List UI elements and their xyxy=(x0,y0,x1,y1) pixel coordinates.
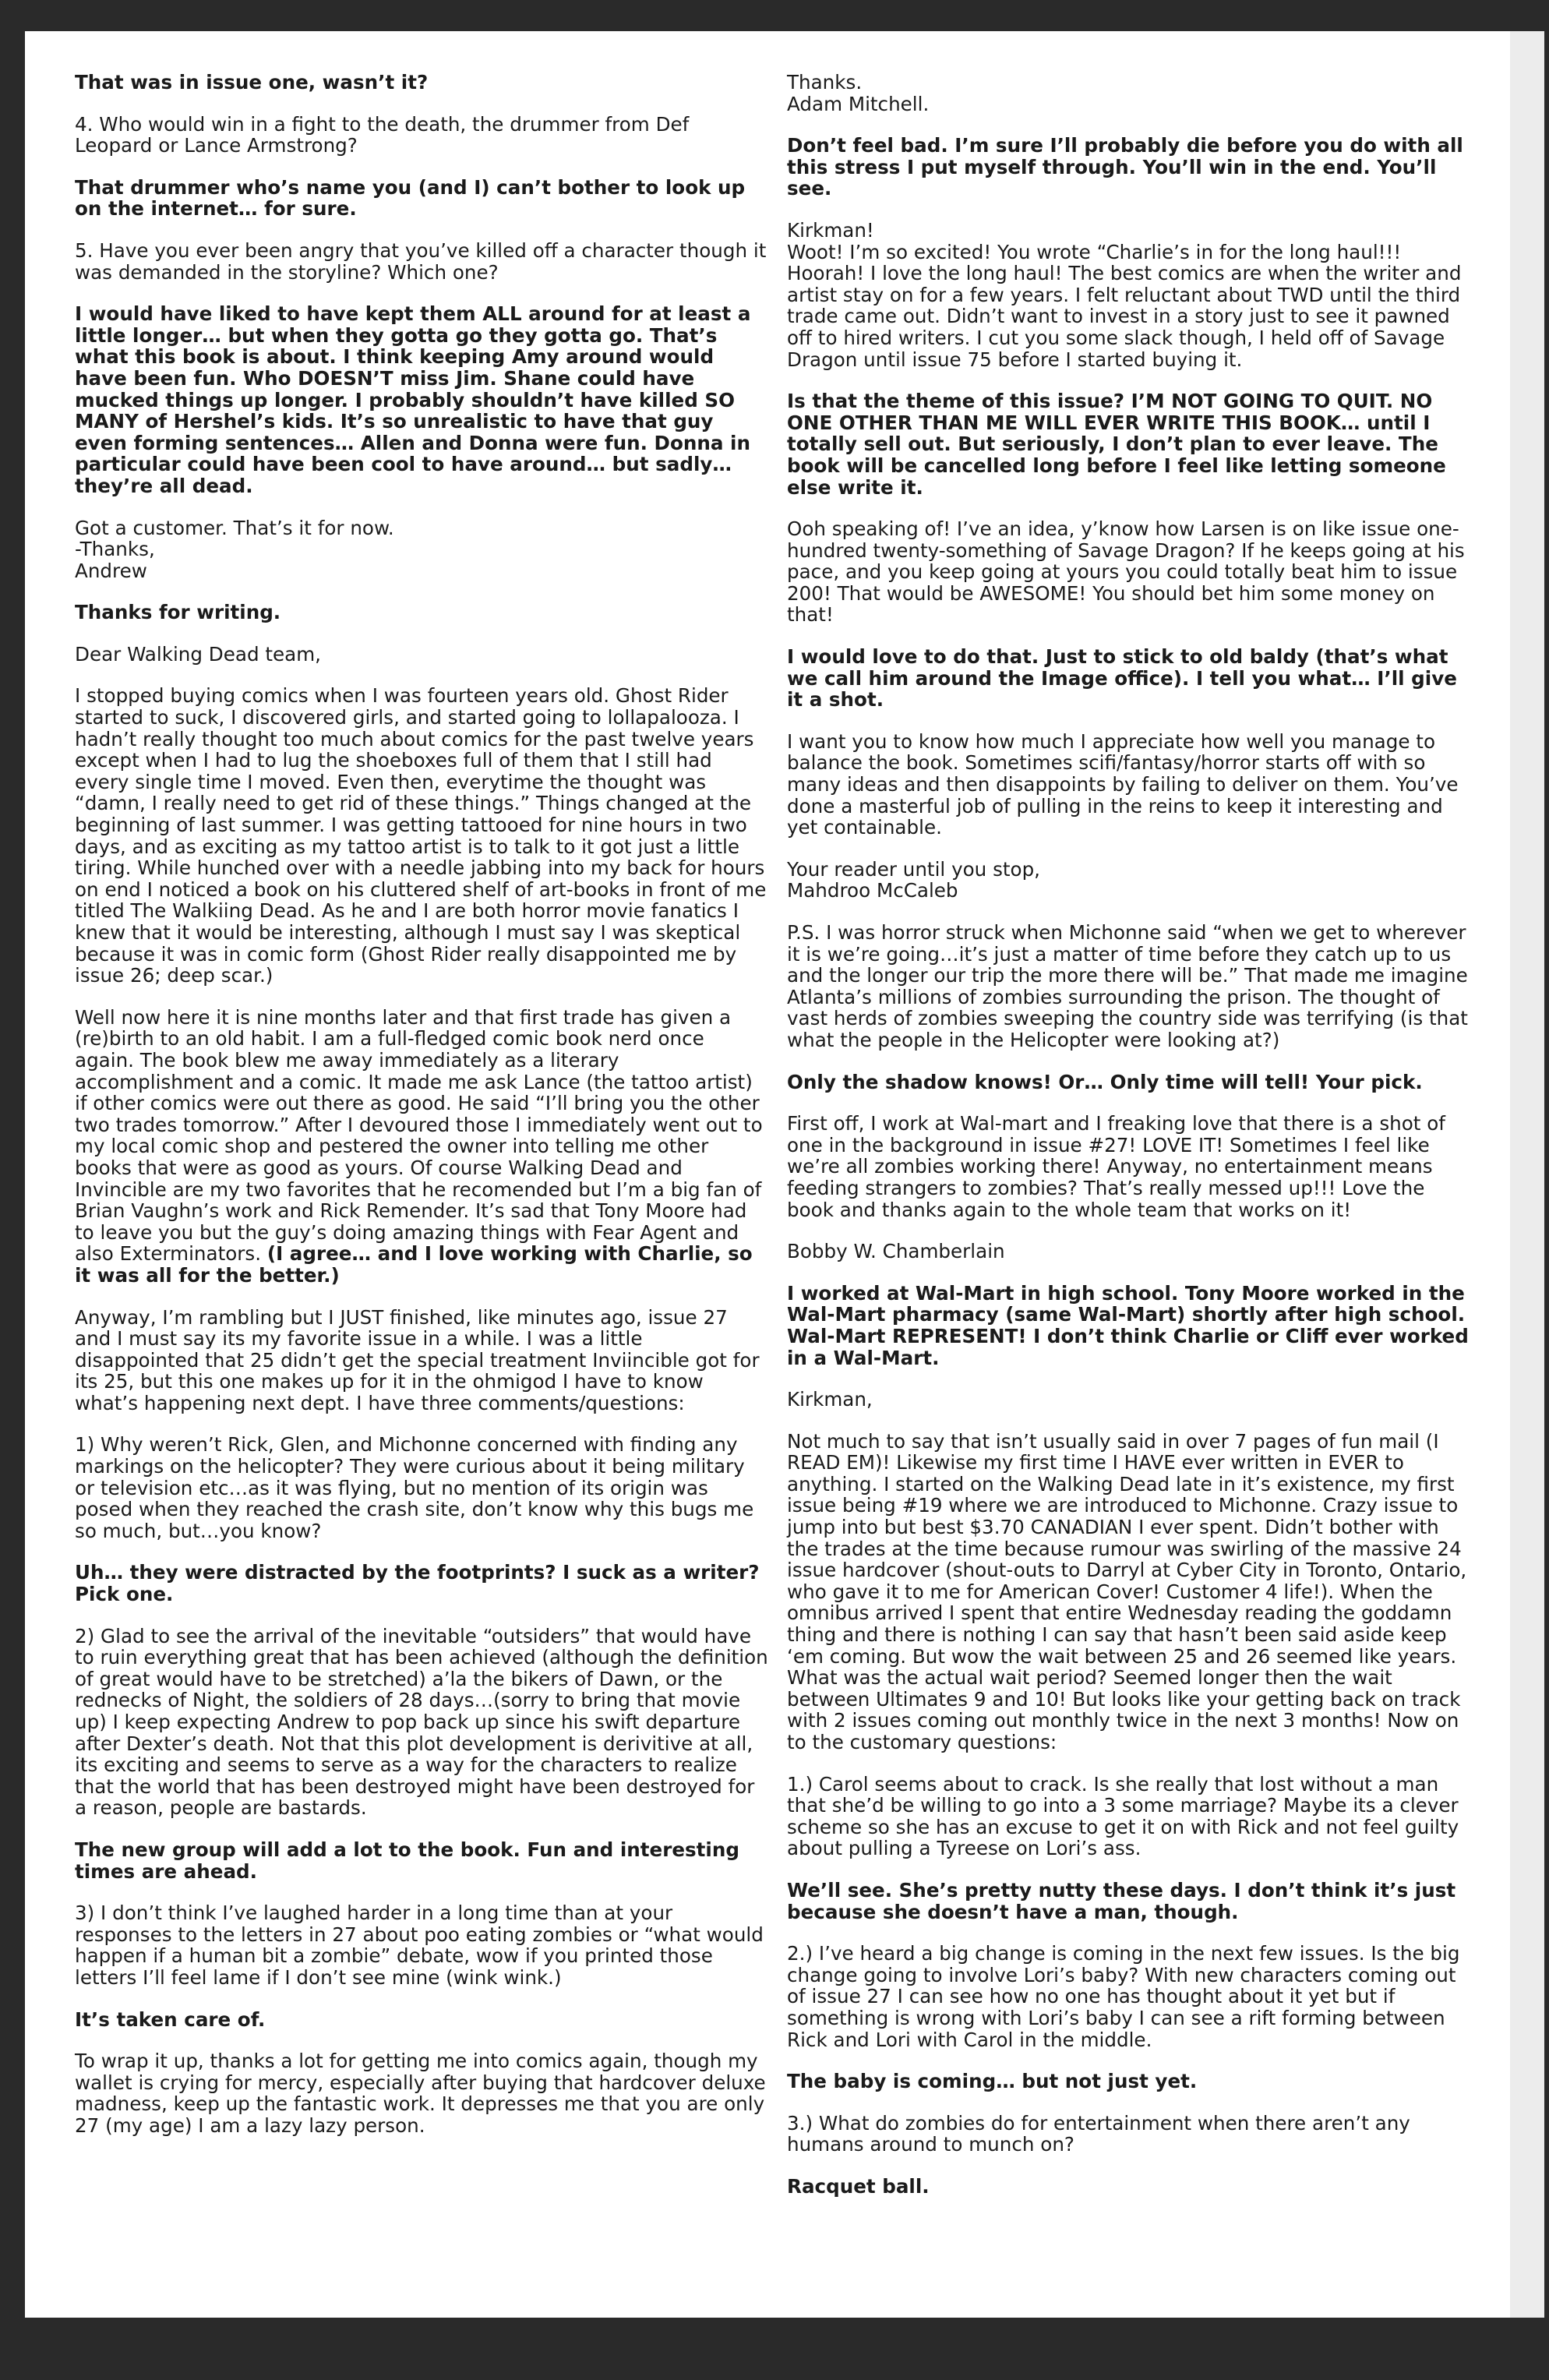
letter-signoff: Got a customer. That’s it for now. -Thanks, Andrew xyxy=(75,516,394,582)
letter-paragraph: 1) Why weren’t Rick, Glen, and Michonne concerned with finding any markings on the helicopter? They were curious about it being military or television etc…as it was flying, but no mention of its origin was posed when they reached the crash site, don’t know why this bugs me so much, but…you know? xyxy=(75,1433,754,1542)
letter-signoff: Bobby W. Chamberlain xyxy=(787,1240,1005,1263)
right-column xyxy=(787,72,1470,2218)
reply-paragraph: Don’t feel bad. I’m sure I’ll probably die before you do with all this stress I put myself through. You’ll win in the end. You’ll see. xyxy=(787,134,1463,200)
letter-paragraph: 3.) What do zombies do for entertainment when there aren’t any humans around to munch on? xyxy=(787,2111,1410,2156)
left-column xyxy=(75,72,768,2157)
letter-paragraph: 3) I don’t think I’ve laughed harder in a long time than at your responses to the letters in 27 about poo eating zombies or “what would happen if a human bit a zombie” debate, wow if you printed those letters I’ll feel lame if I don’t see mine (wink wink.) xyxy=(75,1902,764,1989)
letter-paragraph: First off, I work at Wal-mart and I freaking love that there is a shot of one in the background in issue #27! LOVE IT! Sometimes I feel like we’re all zombies working there! Anyway, no entertainment means feeding strangers to zombies? That’s really messed up!!! Love the book and thanks again to the whole team that works on it! xyxy=(787,1112,1445,1221)
letter-paragraph: P.S. I was horror struck when Michonne said “when we get to wherever it is we’re going…it’s just a matter of time before they catch up to us and the longer our trip the more there will be.” That made me imagine Atlanta’s millions of zombies surrounding the prison. The thought of vast herds of zombies sweeping the country side was terrifying (is that what the people in the Helicopter were looking at?) xyxy=(787,921,1468,1051)
reply-paragraph: The new group will add a lot to the book. Fun and interesting times are ahead. xyxy=(75,1838,739,1883)
reply-paragraph: That was in issue one, wasn’t it? xyxy=(75,71,429,94)
letter-salutation: Dear Walking Dead team, xyxy=(75,642,321,666)
letter-paragraph: 5. Have you ever been angry that you’ve killed off a character though it was demanded in the storyline? Which one? xyxy=(75,238,767,284)
reply-paragraph: The baby is coming… but not just yet. xyxy=(787,2070,1198,2093)
reply-paragraph: I would love to do that. Just to stick to old baldy (that’s what we call him around the Image office). I tell you what… I’ll give it a shot. xyxy=(787,645,1457,712)
letters-page xyxy=(25,31,1544,2318)
reply-paragraph: We’ll see. She’s pretty nutty these days. I don’t think it’s just because she doesn’t have a man, though. xyxy=(787,1878,1456,1923)
letter-paragraph: Anyway, I’m rambling but I JUST finished, like minutes ago, issue 27 and I must say its my favorite issue in a while. I was a little disappointed that 25 didn’t get the special treatment Inviincible got for its 25, but this one makes up for it in the ohmigod I have to know what’s happening next dept. I have three comments/questions: xyxy=(75,1305,760,1414)
reply-paragraph: Uh… they were distracted by the footprints? I suck as a writer? Pick one. xyxy=(75,1561,760,1606)
letter-paragraph: Not much to say that isn’t usually said in over 7 pages of fun mail (I READ EM)! Likewise my first time I HAVE ever written in EVER to anything. I started on the Walking Dead late in it’s existence, my first issue being #19 where we are introduced to Michonne. Crazy issue to jump into but best $3.70 CANADIAN I ever spent. Didn’t bother with the trades at the time because rumour was swirling of the massive 24 issue hardcover (shout-outs to Darryl at Cyber City in Toronto, Ontario, who gave it to me for American Cover! Customer 4 life!). When the omnibus arrived I spent that entire Wednesday reading the goddamn thing and there is nothing I can say that hasn’t been said aside keep ‘em coming. But wow the wait between 25 and 26 seemed like years. What was the actual wait period? Seemed longer then the wait between Ultimates 9 and 10! But looks like your getting back on track with 2 issues coming out monthly twice in the next 3 months! Now on to the customary questions: xyxy=(787,1429,1467,1753)
letter-paragraph: I want you to know how much I appreciate how well you manage to balance the book. Sometimes scifi/fantasy/horror starts off with so many ideas and then disappoints by failing to deliver on them. You’ve done a masterful job of pulling in the reins to keep it interesting and yet containable. xyxy=(787,729,1459,839)
letter-text: Well now here it is nine months later and that first trade has given a (re)birth to an old habit. I am a full-fledged comic book nerd once again. The book blew me away immediately as a literary accomplishment and a comic. It made me ask Lance (the tattoo artist) if other comics were out there as good. He said “I’ll bring you the other two trades tomorrow.” After I devoured those I immediately went out to my local comic shop and pestered the owner into telling me other books that were as good as yours. Of course Walking Dead and Invincible are my two favorites that he recomended but I’m a big fan of Brian Vaughn’s work and Rick Remender. It’s sad that Tony Moore had to leave you but the guy’s doing amazing things with Fear Agent and also Exterminators. xyxy=(75,1005,763,1266)
reply-paragraph: It’s taken care of. xyxy=(75,2007,266,2031)
letter-paragraph: Ooh speaking of! I’ve an idea, y’know how Larsen is on like issue one-hundred twenty-something of Savage Dragon? If he keeps going at his pace, and you keep going at yours you could totally beat him to issue 200! That would be AWESOME! You should bet him some money on that! xyxy=(787,517,1465,627)
letter-paragraph: Kirkman! Woot! I’m so excited! You wrote “Charlie’s in for the long haul!!! Hoorah! I love the long haul! The best comics are when the writer and artist stay on for a few years. I felt reluctant about TWD until the third trade came out. Didn’t want to invest in a story just to see it pawned off to hired writers. I cut you some slack though, I held off of Savage Dragon until issue 75 before I started buying it. xyxy=(787,218,1462,371)
letter-signoff: Your reader until you stop, Mahdroo McCaleb xyxy=(787,857,1041,902)
reply-paragraph: That drummer who’s name you (and I) can’t bother to look up on the internet… for sure. xyxy=(75,175,746,221)
letter-signoff: Thanks. Adam Mitchell. xyxy=(787,71,930,115)
letter-paragraph: 4. Who would win in a fight to the death, the drummer from Def Leopard or Lance Armstrong? xyxy=(75,112,690,157)
letter-paragraph: 2.) I’ve heard a big change is coming in the next few issues. Is the big change going to involve Lori’s baby? With new characters coming out of issue 27 I can see how no one has thought about it yet but if something is wrong with Lori’s baby I can see a rift forming between Rick and Lori with Carol in the middle. xyxy=(787,1942,1460,2051)
letter-paragraph xyxy=(75,1007,768,1287)
letter-salutation: Kirkman, xyxy=(787,1388,873,1411)
reply-paragraph: Is that the theme of this issue? I’M NOT GOING TO QUIT. NO ONE OTHER THAN ME WILL EVER WRITE THIS BOOK… until I totally sell out. But seriously, I don’t plan to ever leave. The book will be cancelled long before I feel like letting someone else write it. xyxy=(787,390,1446,499)
reply-paragraph: Only the shadow knows! Or… Only time will tell! Your pick. xyxy=(787,1070,1423,1093)
reply-paragraph: I would have liked to have kept them ALL around for at least a little longer… but when they gotta go they gotta go. That’s what this book is about. I think keeping Amy around would have been fun. Who DOESN’T miss Jim. Shane could have mucked things up longer. I probably shouldn’t have killed SO MANY of Hershel’s kids. It’s so unrealistic to have that guy even forming sentences… Allen and Donna were fun. Donna in particular could have been cool to have around… but sadly… they’re all dead. xyxy=(75,302,751,497)
letter-paragraph: 2) Glad to see the arrival of the inevitable “outsiders” that would have to ruin everything great that has been achieved (although the definition of great would have to be stretched) a’la the bikers of Dawn, or the rednecks of Night, the soldiers of 28 days…(sorry to bring that movie up) I keep expecting Andrew to pop back up since his swift departure after Dexter’s death. Not that this plot development is derivitive at all, its exciting and seems to serve as a way for the characters to realize that the world that has been destroyed might have been destroyed for a reason, people are bastards. xyxy=(75,1624,768,1820)
letter-paragraph: I stopped buying comics when I was fourteen years old. Ghost Rider started to suck, I discovered girls, and started going to lollapalooza. I hadn’t really thought too much about comics for the past twelve years except when I had to lug the shoeboxes full of them that I still had every single time I moved. Even then, everytime the thought was “damn, I really need to get rid of these things.” Things changed at the beginning of last summer. I was getting tattooed for nine hours in two days, and as exciting as my tattoo artist is to talk to it got just a little tiring. While hunched over with a needle jabbing into my back for hours on end I noticed a book on his cluttered shelf of art-books in front of me titled The Walkiing Dead. As he and I are both horror movie fanatics I knew that it would be interesting, although I must say I was skeptical because it was in comic form (Ghost Rider really disappointed me by issue 26; deep scar.) xyxy=(75,684,767,987)
letter-paragraph: 1.) Carol seems about to crack. Is she really that lost without a man that she’d be willing to go into a 3 some marriage? Maybe its a clever scheme so she has an excuse to get it on with Rick and not feel guilty about pulling a Tyreese on Lori’s ass. xyxy=(787,1772,1459,1860)
reply-paragraph: Thanks for writing. xyxy=(75,601,281,624)
reply-paragraph: Racquet ball. xyxy=(787,2174,930,2198)
letter-paragraph: To wrap it up, thanks a lot for getting me into comics again, though my wallet is crying for mercy, especially after buying that hardcover deluxe madness, keep up the fantastic work. It depresses me that you are only 27 (my age) I am a lazy lazy person. xyxy=(75,2050,766,2137)
reply-paragraph: I worked at Wal-Mart in high school. Tony Moore worked in the Wal-Mart pharmacy (same Wal-Mart) shortly after high school. Wal-Mart REPRESENT! I don’t think Charlie or Cliff ever worked in a Wal-Mart. xyxy=(787,1281,1469,1369)
inline-reply: (I agree… and I love working with Charlie, so it was all for the better.) xyxy=(75,1242,753,1287)
